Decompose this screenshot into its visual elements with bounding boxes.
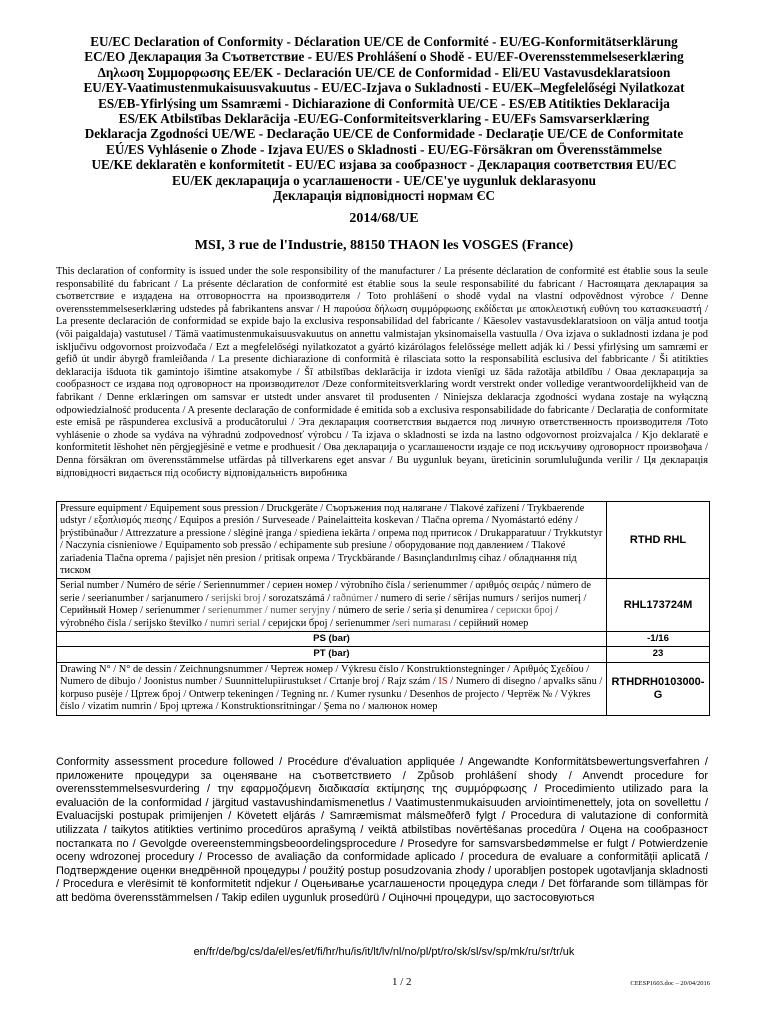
serial-text: / numero di serie / sērijas numurs / serijos numerį / Серийный Номер / serienummer /: [60, 592, 587, 617]
title-line: EU/EC Declaration of Conformity - Déclaration UE/CE de Conformité - EU/EG-Konformitätserklärung: [90, 34, 678, 49]
table-row: [57, 647, 710, 662]
serial-text-grey: numri serial: [210, 617, 260, 629]
equipment-label: Pressure equipment / Equipement sous pression / Druckgeräte / Съоръжения под налягане / Tlakové zařízení / Trykbaerende udstyr / εξοπλισμός πιεσης / Equipos a presión / Surveseade / Painelaitteita koskevan / Tlačna oprema / Nyomástartó edény / þrýstibúnaður / Attrezzature a pressione / slėginė įranga / spiediena iekārta / опрема под притисок / Drukapparatuur / Trykkutstyr / Naczynia cisnieniowe / Equipamento sob pressão / echipamente sub presiune / оборудование под давлением / Tlakové zariadenia Tlačna oprema / pajisjet nën presion / pritisak опрема / Tryckbärande / Basınçlandırılmış cihaz / обладнання під тиском: [57, 502, 607, 579]
title-line: Deklaracja Zgodności UE/WE - Declaração UE/CE de Conformidade - Declarație UE/CE de Conformitate: [84, 126, 684, 142]
document-reference: CEESP1603.doc – 20/04/2016: [630, 980, 710, 987]
serial-number-value: RHL173724M: [607, 579, 710, 632]
title-line: ЕС/ЕО Декларация За Съответствие - EU/ES Prohlášení o Shodě - EU/EF-Overensstemmelseserklæring: [84, 49, 684, 65]
drawing-text: / Numero di disegno / apvalks sānu / korpuso pusėje / Цртеж број / Ontwerp tekeningen / Tegning nr. / Kumer rysunku / Desenhos de projecto / Чертёж № / Výkres číslo / vizatim numrin / Број цртежа / Konstruktionsritningar / Şema no / малюнок номер: [60, 676, 603, 713]
table-row: [57, 632, 710, 647]
serial-number-label: [57, 579, 607, 632]
serial-text-grey: seri numarası: [395, 617, 451, 629]
declaration-title: [20, 34, 748, 203]
serial-text: / серијски број / serienummer /: [260, 617, 396, 629]
serial-text: / серійний номер: [450, 617, 529, 629]
title-line: EU/EY-Vaatimustenmukaisuusvakuutus - EU/EC-Izjava o Sukladnosti - EU/EK–Megfelelőségi Nyilatkozat: [83, 80, 685, 96]
drawing-text: Drawing N° / N° de dessin / Zeichnungsnummer / Чертеж номер / Výkresu číslo / Konstruktionstegninger / Αριθμός Σχεδίου / Numero de dibujo / Joonistus number / Suunnittelupiirustukset / Crtanje broj / Rajz szám /: [60, 663, 590, 688]
title-line: ES/EK Atbilstības Deklarācija -EU/EG-Conformiteitsverklaring - EU/EFs Samsvarserklæring: [118, 111, 650, 127]
serial-text: / número de serie / seria și denumirea /: [330, 605, 497, 617]
serial-text: Serial number / Numéro de série / Seriennummer / сериен номер / výrobního čísla / serienummer / αριθμός σειράς / número de serie / seerianumber / sarjanumero /: [60, 580, 591, 604]
equipment-value: RTHD RHL: [607, 502, 710, 579]
serial-text-grey: serijski broj: [211, 592, 261, 604]
equipment-table: [56, 501, 710, 716]
language-codes: en/fr/de/bg/cs/da/el/es/et/fi/hr/hu/is/it/lt/lv/nl/no/pl/pt/ro/sk/sl/sv/sp/mk/ru/sr/tr/uk: [193, 946, 575, 958]
table-row: [57, 579, 710, 632]
drawing-text-red: IS: [438, 676, 448, 688]
table-row: [57, 662, 710, 715]
drawing-number-label: [57, 662, 607, 715]
title-line: ЕU/ЕК декларација о усаглашености - UE/CE'ye uygunluk deklarasyonu: [172, 172, 596, 188]
serial-text-grey: сериски број: [496, 605, 553, 617]
serial-text-grey: raðnúmer: [332, 592, 373, 604]
ps-label: PS (bar): [57, 632, 607, 647]
responsibility-statement: This declaration of conformity is issued under the sole responsibility of the manufacturer / La présente déclaration de conformité est établie sous la seule responsabilité du fabricant / La présente déclaration de conformité est établie sous la seule responsabilité du fabricant / Настоящата декларация за съответствие е издадена на отговорността на производителя / Toto prohlášení o shodě vydal na vlastní odpovědnost výrobce / Denne overensstemmelseserklæring udstedes på fabrikantens ansvar / Η παρούσα δήλωση συμμόρφωσης εκδίδεται με αποκλειστική ευθύνη του κατασκευαστή / La presente declaración de conformidad se expide bajo la exclusiva responsabilidad del fabricante / Käesolev vastavusdeklaratsioon on välja antud tootja (või paigaldaja) vastutusel / Tämä vaatimustenmukaisuusvakuutus on annettu valmistajan yksinomaisella vastuulla / Ova izjava o sukladnosti izdana je pod isključivu odgovornost proizvođača / Ezt a megfelelőségi nyilatkozatot a gyártó kizárólagos felelőssége mellett adják ki / Þessi yfirlýsing um samræmi er gefið út undir ábyrgð framleiðanda / La presente dichiarazione di conformità è rilasciata sotto la responsabilità esclusiva del fabbricante / Ši atitikties deklaracija išduota tik gamintojo išimtine atsakomybe / Šī atbilstības deklarācija ir izdota vienīgi uz šāda ražotāja atbildību / Оваа декларација за сообразност се издава под одговорност на производителот /Deze conformiteitsverklaring wordt verstrekt onder volledige verantwoordelijkheid van de fabrikant / Denne erklæringen om samsvar er utstedt under ansvaret til produsenten / Niniejsza deklaracja zgodności wydana zostaje na wyłączną odpowiedzialność producenta / A presente declaração de conformidade é emitida sob a exclusiva responsabilidade do fabricante / Declarația de conformitate este emisă pe răspunderea exclusivă a producătorului / Эта декларация соответствия выдается под личную ответственность производителя /Toto vyhlásenie o zhode sa vydáva na výhradnú zodpovednosť výrobcu / Ta izjava o skladnosti se izda na lastno odgovornost proizvajalca / Kjo deklaratë e konformitetit lëshohet nën përgjegjësinë e vetme e prodhuesit / Ова декларација о усаглашености издаје се под искључиву одговорност произвођача / Denna försäkran om överensstämmelse utfärdas på tillverkarens eget ansvar / Bu uygunluk beyanı, üreticinin sorumluluğunda verilir / Ця декларація відповідності видається під особисту відповідальність виробника: [56, 266, 708, 479]
page-number: 1 / 2: [392, 976, 412, 988]
ps-value: -1/16: [607, 632, 710, 647]
drawing-number-value: RTHDRH0103000-G: [607, 662, 710, 715]
assessment-procedure: Conformity assessment procedure followed / Procédure d'évaluation appliquée / Angewandte Konformitätsbewertungsverfahren / приложените процедури за оценяване на съответствието / Způsob prohlášení shody / Anvendt procedure for overensstemmelsesvurdering / την εφαρμοζόμενη διαδικασία εκτίμησης της συμμόρφωσης / Procedimiento utilizado para la evaluación de la conformidad / järgitud vastavushindamismenetlus / Vaatimustenmukaisuuden arviointimenettely, jota on sovellettu / Evaluacijski postupak primijenjen / Követett eljárás / Samræmismat málsmeðferð fylgt / Procedura di valutazione di conformità utilizzata / taikytos atitikties vertinimo procedūros aprašymą / veiktā atbilstības novērtēšanas procedūra / Оцена на сообразност постапката по / Gevolgde overeenstemmingsbeoordelingsprocedure / Prosedyre for samsvarsbedømmelse er fulgt / Potwierdzenie oceny wdrozonej procedury / Processo de avaliação da conformidade aplicado / procedura de evaluare a conformității aplicată / Подтверждение оценки внедрённой процедуры / použitý postup posudzovania zhody / uporabljen postopek ugotavljanja skladnosti / Procedura e vlerësimit të konformitetit ndjekur / Оцењивање усаглашености процедура следи / Det förfarande som tillämpas för att bedöma överensstämmelsen / Takip edilen uygunluk prosedürü / Оціночні процедури, що застосовуються: [56, 756, 708, 904]
title-line: UE/KE deklaratën e konformitetit - EU/ЕС изјава за сообразност - Декларация соответствия ЕU/ЕС: [91, 157, 677, 173]
pt-value: 23: [607, 647, 710, 662]
directive-number: 2014/68/UE: [349, 211, 419, 226]
title-line: ES/EB-Yfirlýsing um Ssamræmi - Dichiarazione di Conformità UE/CE - ES/EB Atitikties Deklaracija: [98, 95, 670, 111]
serial-text: / výrobného čísla / serijsko številko /: [60, 605, 559, 629]
serial-text: / sorozatszámá /: [260, 592, 333, 604]
serial-text-grey: serienummer / numer seryjny: [207, 605, 331, 617]
title-line: Δηλωση Συμμορφωσης ΕΕ/ΕΚ - Declaración UE/CE de Conformidad - Eli/EU Vastavusdeklaratsioon: [97, 64, 671, 80]
title-line: EÚ/ES Vyhlásenie o Zhode - Izjava EU/ES o Skladnosti - EU/EG-Försäkran om Överensstämmelse: [106, 141, 662, 157]
manufacturer-address: MSI, 3 rue de l'Industrie, 88150 THAON les VOSGES (France): [194, 238, 574, 253]
title-line: Декларація відповідності нормам ЄС: [272, 188, 496, 204]
pt-label: PT (bar): [57, 647, 607, 662]
table-row: [57, 502, 710, 579]
